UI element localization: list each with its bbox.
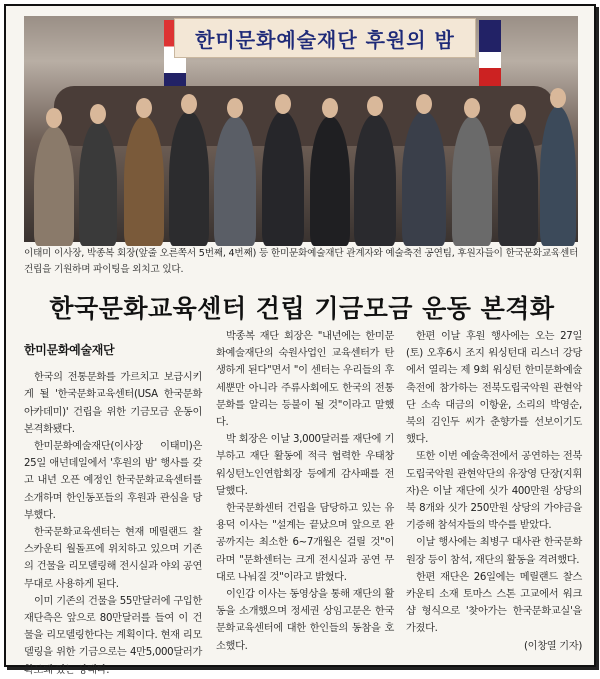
person-figure xyxy=(540,106,576,246)
paragraph: 이미 기존의 건물을 55만달러에 구입한 재단측은 앞으로 80만달러를 들여 이 건물을 리모델링한다는 계획이다. 현재 리모델링을 위한 기금으로는 4만5,000달러가 확보돼 있는 상태다. xyxy=(24,595,202,676)
photo-caption: 이태미 이사장, 박종복 회장(앞줄 오른쪽서 5번째, 4번째) 등 한미문화예술재단 관계자와 예술축전 공연팀, 후원자들이 한국문화교육센터 건립을 기원하며 파이팅을 외치고 있다. xyxy=(24,248,579,275)
paragraph: 이인갑 이사는 동영상을 통해 재단의 활동을 소개했으며 정세권 상임고문은 한국문화교육센터에 대한 한인들의 동참을 호소했다. xyxy=(216,589,394,652)
person-head xyxy=(510,104,526,124)
person-head xyxy=(46,108,62,128)
paragraph: 한미문화예술재단(이사장 이태미)은 25일 애넌데일에서 '후원의 밤' 행사를 갖고 내년 오픈 예정인 한국문화교육센터를 소개하며 한인동포들의 후원과 관심을 당부했다. xyxy=(24,441,202,521)
newspaper-clipping xyxy=(4,4,596,676)
paragraph: 한국문화교육센터는 현재 메릴랜드 찰스카운티 월돌프에 위치하고 있으며 기존의 건물을 리모델링해 전시실과 야외 공연무대로 사용하게 된다. xyxy=(24,527,202,590)
person-head xyxy=(550,88,566,108)
paragraph: 박 회장은 이날 3,000달러를 재단에 기부하고 재단 활동에 적극 협력한 우태창 워싱턴노인연합회장 등에게 감사패를 전달했다. xyxy=(216,434,394,497)
person-head xyxy=(367,96,383,116)
person-figure xyxy=(452,116,492,246)
person-figure xyxy=(124,116,164,246)
photo-banner: 한미문화예술재단 후원의 밤 xyxy=(174,18,476,58)
group-photo xyxy=(24,16,578,242)
person-figure xyxy=(214,116,256,246)
reporter-byline: (이창열 기자) xyxy=(524,640,582,652)
person-head xyxy=(181,94,197,114)
person-head xyxy=(90,104,106,124)
paragraph: 한편 재단은 26일에는 메릴랜드 찰스 카운티 소재 토마스 스톤 고교에서 워크샵 형식으로 '찾아가는 한국문화교실'을 가졌다. xyxy=(406,571,582,635)
person-figure xyxy=(354,114,396,246)
article-column-2 xyxy=(216,328,394,655)
person-figure xyxy=(498,121,538,246)
person-head xyxy=(275,94,291,114)
paragraph: 박종복 재단 회장은 "내년에는 한미문화예술재단의 숙원사업인 교육센터가 탄생하게 된다"면서 "이 센터는 우리들의 후세뿐만 아니라 주류사회에도 한국의 전통 문화를 알리는 등불이 될 것"이라고 말했다. xyxy=(216,331,394,429)
person-figure xyxy=(310,116,350,246)
person-figure xyxy=(169,111,209,246)
paragraph: 한편 이날 후원 행사에는 오는 27일(토) 오후6시 조지 워싱턴대 리스너 강당에서 열리는 제 9회 워싱턴 한미문화예술축전에 참가하는 전북도립국악원 관현악단 소속 대금의 이항윤, 소리의 박영순, 북의 김인두 씨가 춘향가를 선보이기도 했다. xyxy=(406,331,582,446)
person-head xyxy=(136,98,152,118)
article-column-1 xyxy=(24,326,202,679)
paragraph: 또한 이번 예술축전에서 공연하는 전북도립국악원 관현악단의 유장영 단장(지휘자)은 이날 재단에 싯가 400만원 상당의 북 8개와 싯가 250만원 상당의 가야금을 기증해 참석자들의 박수를 받았다. xyxy=(406,451,582,532)
paragraph: 이날 행사에는 최병구 대사관 한국문화원장 등이 참석, 재단의 활동을 격려했다. xyxy=(406,537,582,566)
person-figure xyxy=(402,111,446,246)
person-head xyxy=(322,98,338,118)
article-source: 한미문화예술재단 xyxy=(24,343,115,357)
article-headline: 한국문화교육센터 건립 기금모금 운동 본격화 xyxy=(49,294,555,323)
person-figure xyxy=(34,126,74,246)
paragraph: 한국의 전통문화를 가르치고 보급시키게 될 '한국문화교육센터(USA 한국문화 아카데미)' 건립을 위한 기금모금 운동이 본격화됐다. xyxy=(24,372,202,435)
person-head xyxy=(227,98,243,118)
person-figure xyxy=(79,121,117,246)
person-figure xyxy=(262,111,304,246)
person-head xyxy=(464,98,480,118)
paragraph: 한국문화센터 건립을 담당하고 있는 유용덕 이사는 "설계는 끝났으며 앞으로 완공까지는 최소한 6~7개월은 걸릴 것"이라며 "문화센터는 크게 전시실과 공연 무대로 나눠질 것"이라고 밝혔다. xyxy=(216,503,394,583)
person-head xyxy=(416,94,432,114)
article-column-3 xyxy=(406,328,582,655)
